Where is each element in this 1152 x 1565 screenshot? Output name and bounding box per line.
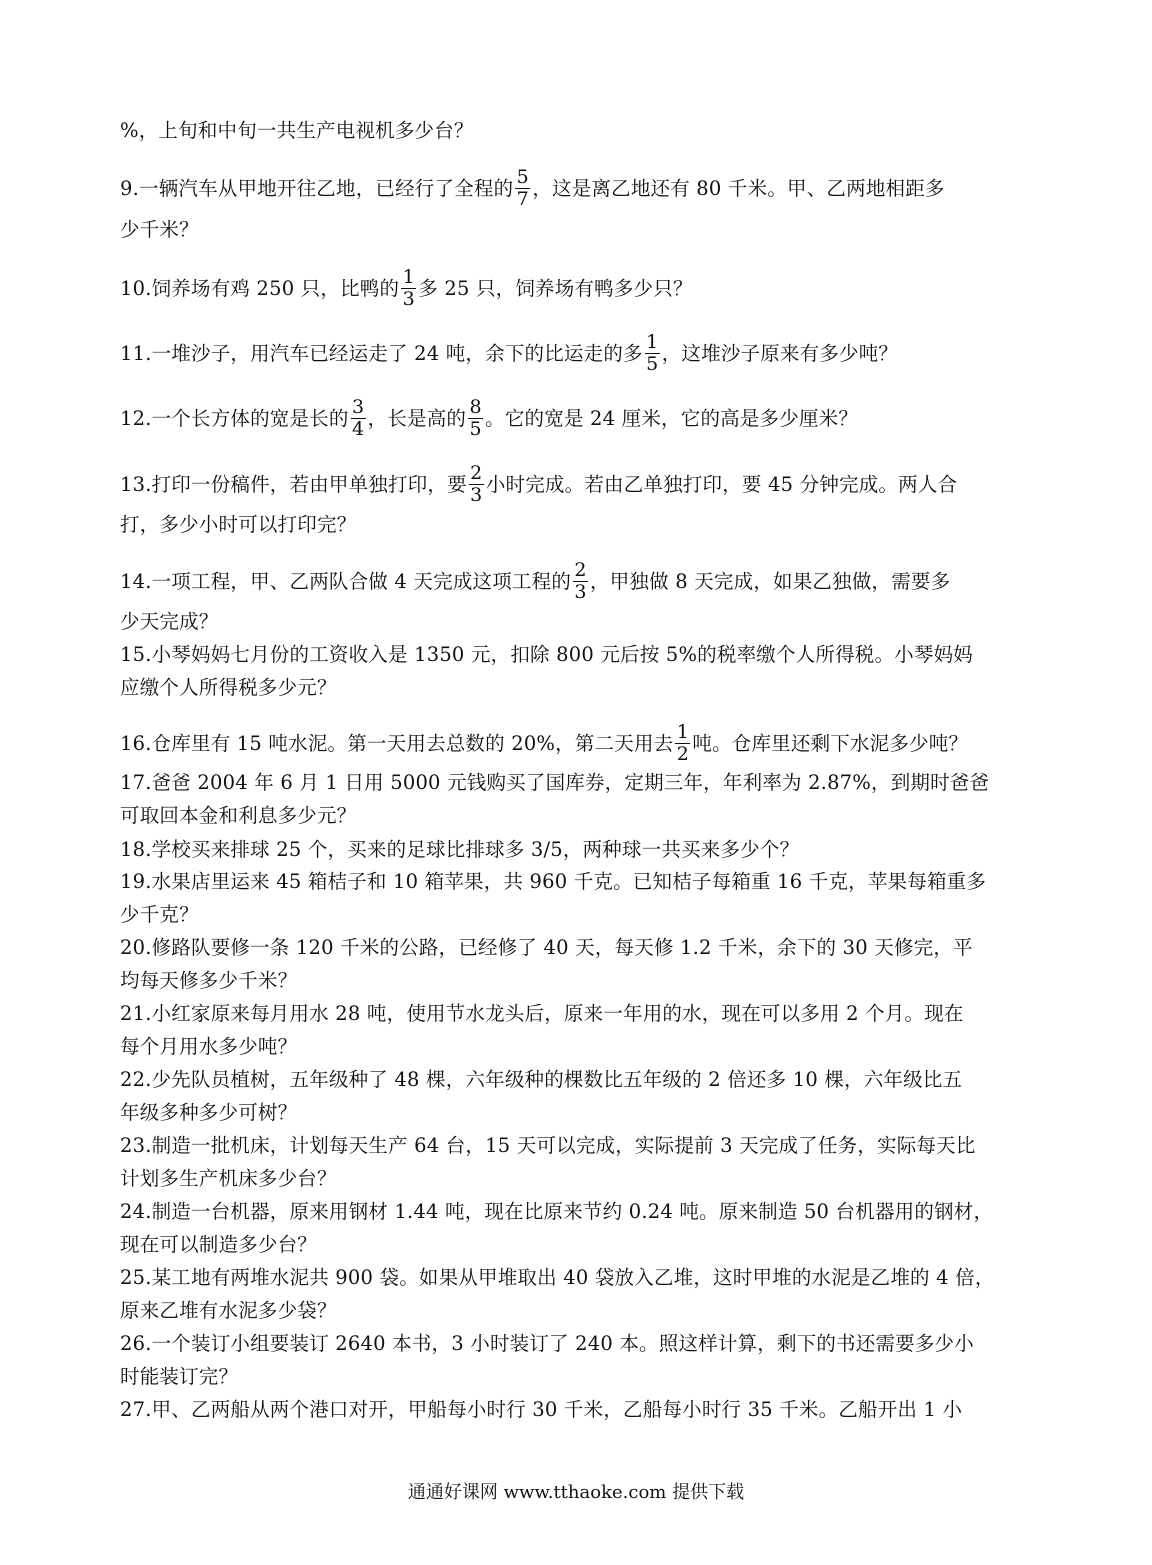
problem-19: 19.水果店里运来 45 箱桔子和 10 箱苹果，共 960 千克。已知桔子每箱重 16 千克，苹果每箱重多 <box>120 870 987 893</box>
problem-15-line2: 应缴个人所得税多少元？ <box>120 676 337 699</box>
problem-17: 17.爸爸 2004 年 6 月 1 日用 5000 元钱购买了国库券，定期三年，年利率为 2.87%，到期时爸爸 <box>120 771 990 794</box>
fraction: $\frac{2}{3}$ <box>470 462 483 506</box>
fraction: $\frac{3}{4}$ <box>351 396 365 440</box>
problem-25: 25.某工地有两堆水泥共 900 袋。如果从甲堆取出 40 袋放入乙堆，这时甲堆的水泥是乙堆的 4 倍， <box>120 1266 995 1289</box>
problem-24: 24.制造一台机器，原来用钢材 1.44 吨，现在比原来节约 0.24 吨。原来制造 50 台机器用的钢材， <box>120 1200 994 1223</box>
page-footer: 通通好课网 www.tthaoke.com 提供下载 <box>407 1482 745 1503</box>
problem-16: 16.仓库里有 15 吨水泥。第一天用去总数的 20%，第二天用去 $\frac{1}{2}$ 吨。仓库里还剩下水泥多少吨？ <box>120 721 969 765</box>
problem-20-line2: 均每天修多少千米？ <box>120 969 298 992</box>
problem-23-line2: 计划多生产机床多少台？ <box>120 1167 337 1190</box>
problem-26-line2: 时能装订完？ <box>120 1365 239 1388</box>
problem-15: 15.小琴妈妈七月份的工资收入是 1350 元，扣除 800 元后按 5%的税率缴个人所得税。小琴妈妈 <box>120 643 973 666</box>
problem-22: 22.少先队员植树，五年级种了 48 棵，六年级种的棵数比五年级的 2 倍还多 10 棵，六年级比五 <box>120 1068 963 1091</box>
problem-21-line2: 每个月用水多少吨？ <box>120 1035 298 1058</box>
problem-22-line2: 年级多种多少可树？ <box>120 1101 298 1124</box>
problem-19-line2: 少千克？ <box>120 903 199 926</box>
fraction: $\frac{1}{3}$ <box>402 266 415 310</box>
fraction: $\frac{1}{2}$ <box>676 721 690 765</box>
fraction: $\frac{2}{3}$ <box>574 559 587 603</box>
problem-17-line2: 可取回本金和利息多少元？ <box>120 804 357 827</box>
problem-14: 14.一项工程，甲、乙两队合做 4 天完成这项工程的 $\frac{2}{3}$ ，甲独做 8 天完成，如果乙独做，需要多 <box>120 559 951 603</box>
problem-11: 11.一堆沙子，用汽车已经运走了 24 吨，余下的比运走的多 $\frac{1}{5}$ ，这堆沙子原来有多少吨？ <box>120 331 899 375</box>
problem-14-line2: 少天完成？ <box>120 610 219 633</box>
problem-26: 26.一个装订小组要装订 2640 本书，3 小时装订了 240 本。照这样计算，剩下的书还需要多少小 <box>120 1332 974 1355</box>
fraction: $\frac{1}{5}$ <box>646 331 659 375</box>
problem-24-line2: 现在可以制造多少台？ <box>120 1233 318 1256</box>
problem-13: 13.打印一份稿件，若由甲单独打印，要 $\frac{2}{3}$ 小时完成。若由乙单独打印，要 45 分钟完成。两人合 <box>120 462 958 506</box>
fraction: $\frac{5}{7}$ <box>516 166 529 210</box>
problem-8-continuation: %，上旬和中旬一共生产电视机多少台？ <box>120 119 474 142</box>
problem-10: 10.饲养场有鸡 250 只，比鸭的 $\frac{1}{3}$ 多 25 只，饲养场有鸭多少只？ <box>120 266 693 310</box>
problem-27: 27.甲、乙两船从两个港口对开，甲船每小时行 30 千米，乙船每小时行 35 千米。乙船开出 1 小 <box>120 1398 963 1421</box>
fraction: $\frac{8}{5}$ <box>469 396 482 440</box>
problem-23: 23.制造一批机床，计划每天生产 64 台，15 天可以完成，实际提前 3 天完成了任务，实际每天比 <box>120 1134 976 1157</box>
problem-18: 18.学校买来排球 25 个，买来的足球比排球多 3/5，两种球一共买来多少个？ <box>120 838 800 861</box>
problem-20: 20.修路队要修一条 120 千米的公路，已经修了 40 天，每天修 1.2 千米，余下的 30 天修完，平 <box>120 936 973 959</box>
problem-21: 21.小红家原来每月用水 28 吨，使用节水龙头后，原来一年用的水，现在可以多用 2 个月。现在 <box>120 1002 964 1025</box>
problem-9: 9.一辆汽车从甲地开往乙地，已经行了全程的 $\frac{5}{7}$ ，这是离乙地还有 80 千米。甲、乙两地相距多 <box>120 166 945 210</box>
problem-25-line2: 原来乙堆有水泥多少袋？ <box>120 1299 337 1322</box>
problem-13-line2: 打，多少小时可以打印完？ <box>120 513 357 536</box>
problem-9-line2: 少千米？ <box>120 218 199 241</box>
problem-12: 12.一个长方体的宽是长的 $\frac{3}{4}$ ，长是高的 $\frac{8}{5}$ 。它的宽是 24 厘米，它的高是多少厘米？ <box>120 396 859 440</box>
